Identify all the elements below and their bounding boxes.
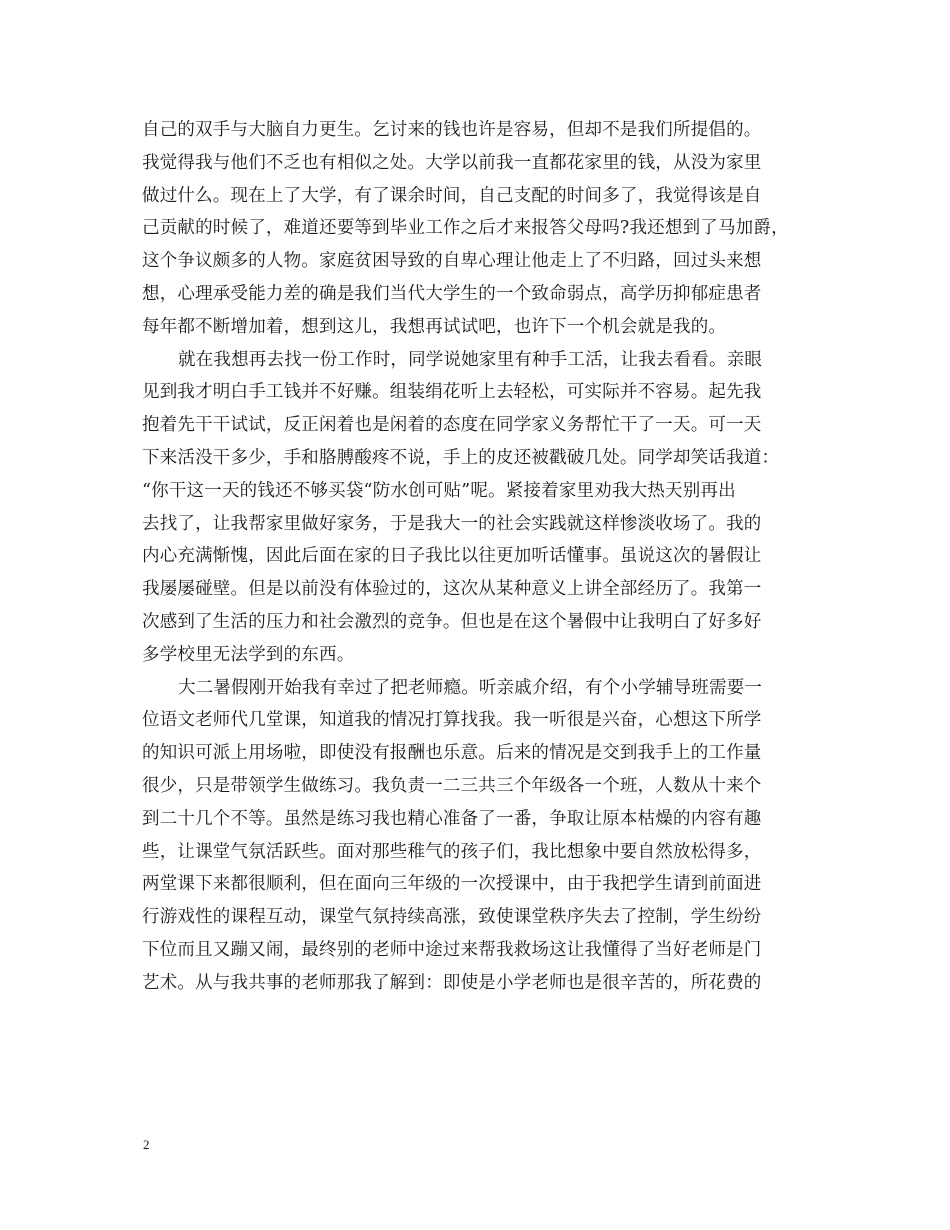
text-line: 到二十几个不等。虽然是练习我也精心准备了一番，争取让原本枯燥的内容有趣 [142, 808, 762, 829]
body-text [142, 114, 822, 1000]
text-line: “你干这一天的钱还不够买袋“防水创可贴”呢。紧接着家里劝我大热天别再出 [142, 480, 736, 501]
text-line: 我觉得我与他们不乏也有相似之处。大学以前我一直都花家里的钱，从没为家里 [142, 152, 762, 173]
text-line: 多学校里无法学到的东西。 [142, 644, 355, 665]
text-line: 己贡献的时候了，难道还要等到毕业工作之后才来报答父母吗?我还想到了马加爵， [142, 218, 789, 239]
text-line: 去找了，让我帮家里做好家务，于是我大一的社会实践就这样惨淡收场了。我的 [142, 513, 762, 534]
text-line: 下来活没干多少，手和胳膊酸疼不说，手上的皮还被戳破几处。同学却笑话我道： [142, 447, 780, 468]
text-line: 抱着先干干试试，反正闲着也是闲着的态度在同学家义务帮忙干了一天。可一天 [142, 415, 762, 436]
text-line: 做过什么。现在上了大学，有了课余时间，自己支配的时间多了，我觉得该是自 [142, 185, 762, 206]
page-number: 2 [143, 1137, 150, 1152]
text-line: 自己的双手与大脑自力更生。乞讨来的钱也许是容易，但却不是我们所提倡的。 [142, 120, 762, 140]
text-line: 下位而且又蹦又闹，最终别的老师中途过来帮我救场这让我懂得了当好老师是门 [142, 939, 762, 960]
text-line: 这个争议颇多的人物。家庭贫困导致的自卑心理让他走上了不归路，回过头来想 [142, 251, 762, 272]
text-line: 行游戏性的课程互动，课堂气氛持续高涨，致使课堂秩序失去了控制，学生纷纷 [142, 907, 762, 928]
text-line: 每年都不断增加着，想到这儿，我想再试试吧，也许下一个机会就是我的。 [142, 316, 727, 337]
paragraph-first-line: 大二暑假刚开始我有幸过了把老师瘾。听亲戚介绍，有个小学辅导班需要一 [178, 677, 763, 698]
text-line: 两堂课下来都很顺利，但在面向三年级的一次授课中，由于我把学生请到前面进 [142, 874, 762, 895]
text-line: 见到我才明白手工钱并不好赚。组装绢花听上去轻松，可实际并不容易。起先我 [142, 382, 762, 403]
text-line: 位语文老师代几堂课，知道我的情况打算找我。我一听很是兴奋，心想这下所学 [142, 710, 762, 731]
text-line: 很少，只是带领学生做练习。我负责一二三共三个年级各一个班，人数从十来个 [142, 775, 762, 796]
text-line: 内心充满惭愧，因此后面在家的日子我比以往更加听话懂事。虽说这次的暑假让 [142, 546, 762, 567]
paragraph-first-line: 就在我想再去找一份工作时，同学说她家里有种手工活，让我去看看。亲眼 [178, 349, 763, 370]
text-line: 次感到了生活的压力和社会激烈的竞争。但也是在这个暑假中让我明白了好多好 [142, 611, 762, 632]
text-line: 些，让课堂气氛活跃些。面对那些稚气的孩子们，我比想象中要自然放松得多， [142, 841, 762, 862]
text-line: 的知识可派上用场啦，即使没有报酬也乐意。后来的情况是交到我手上的工作量 [142, 743, 762, 764]
text-line: 想，心理承受能力差的确是我们当代大学生的一个致命弱点，高学历抑郁症患者 [142, 283, 762, 304]
text-line: 我屡屡碰壁。但是以前没有体验过的，这次从某种意义上讲全部经历了。我第一 [142, 579, 762, 600]
text-line: 艺术。从与我共事的老师那我了解到：即使是小学老师也是很辛苦的，所花费的 [142, 972, 762, 993]
